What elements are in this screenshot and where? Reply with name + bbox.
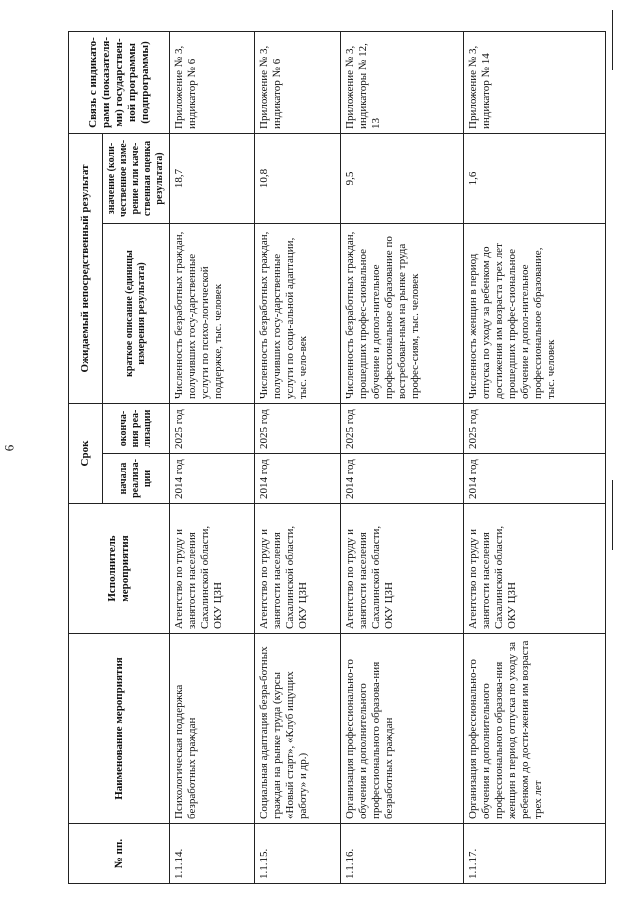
row-end: 2025 год <box>170 404 255 454</box>
row-desc: Численность безработных граждан, получивших госу-дарственные услуги по психо-логической поддержке, тыс. человек <box>170 224 255 404</box>
header-term-start: начала реализа-ции <box>103 454 170 504</box>
table-row <box>464 32 606 884</box>
rotated-sheet <box>68 32 606 884</box>
scan-edge-line <box>612 10 613 70</box>
row-desc: Численность безработных граждан, получивших госу-дарственные услуги по соци-альной адаптации, тыс. чело-век <box>255 224 340 404</box>
header-name: Наименование мероприятия <box>69 634 170 824</box>
row-end: 2025 год <box>255 404 340 454</box>
row-link: Приложение № 3, индикатор № 6 <box>170 32 255 134</box>
row-link: Приложение № 3, индикатор № 6 <box>255 32 340 134</box>
row-name: Психологическая поддержка безработных граждан <box>170 634 255 824</box>
header-executor: Исполнитель мероприятия <box>69 504 170 634</box>
row-num: 1.1.14. <box>170 824 255 884</box>
row-num: 1.1.17. <box>464 824 606 884</box>
page-number: 6 <box>1 444 17 452</box>
row-desc: Численность безработных граждан, прошедших профес-сиональное обучение и допол-нительное профессиональное образование по востребован-ным на рынке труда профес-сиям, тыс. человек <box>340 224 463 404</box>
header-expected-value: значение (коли-чественное изме-рение или каче-ственная оценка результата) <box>103 134 170 224</box>
row-desc: Численность женщин в период отпуска по уходу за ребенком до достижения им возраста трех лет прошедших профес-сиональное обучение и допол-нительное профессиональное образование, тыс. человек <box>464 224 606 404</box>
scan-edge-line <box>612 480 613 550</box>
row-value: 9,5 <box>340 134 463 224</box>
row-executor: Агентство по труду и занятости населения Сахалинской области, ОКУ ЦЗН <box>340 504 463 634</box>
table-stage <box>68 32 606 884</box>
row-name: Социальная адаптация безра-ботных граждан на рынке труда (курсы «Новый старт», «Клуб ищущих работу» и др.) <box>255 634 340 824</box>
row-start: 2014 год <box>340 454 463 504</box>
row-executor: Агентство по труду и занятости населения Сахалинской области, ОКУ ЦЗН <box>170 504 255 634</box>
row-num: 1.1.16. <box>340 824 463 884</box>
row-executor: Агентство по труду и занятости населения Сахалинской области, ОКУ ЦЗН <box>464 504 606 634</box>
table-row <box>255 32 340 884</box>
row-end: 2025 год <box>340 404 463 454</box>
row-num: 1.1.15. <box>255 824 340 884</box>
table-row <box>170 32 255 884</box>
header-term: Срок <box>69 404 103 504</box>
measures-table <box>68 31 606 884</box>
row-link: Приложение № 3, индикатор № 14 <box>464 32 606 134</box>
row-start: 2014 год <box>170 454 255 504</box>
table-row <box>340 32 463 884</box>
row-value: 1,6 <box>464 134 606 224</box>
row-start: 2014 год <box>255 454 340 504</box>
header-num: № пп. <box>69 824 170 884</box>
header-expected-desc: краткое описание (единицы измерения результата) <box>103 224 170 404</box>
row-end: 2025 год <box>464 404 606 454</box>
row-link: Приложение № 3, индикаторы № 12, 13 <box>340 32 463 134</box>
header-term-end: оконча-ния реа-лизации <box>103 404 170 454</box>
row-executor: Агентство по труду и занятости населения Сахалинской области, ОКУ ЦЗН <box>255 504 340 634</box>
row-name: Организация профессионально-го обучения и дополнительного профессионального образова-ния женщин в период отпуска по уходу за ребенком до дости-жения им возраста трех лет <box>464 634 606 824</box>
row-name: Организация профессионально-го обучения и дополнительного профессионального образова-ния безработных граждан <box>340 634 463 824</box>
row-value: 10,8 <box>255 134 340 224</box>
header-link: Связь с индикато-рами (показателя-ми) государствен-ной программы (подпрограммы) <box>69 32 170 134</box>
row-start: 2014 год <box>464 454 606 504</box>
row-value: 18,7 <box>170 134 255 224</box>
header-expected: Ожидаемый непосредственный результат <box>69 134 103 404</box>
